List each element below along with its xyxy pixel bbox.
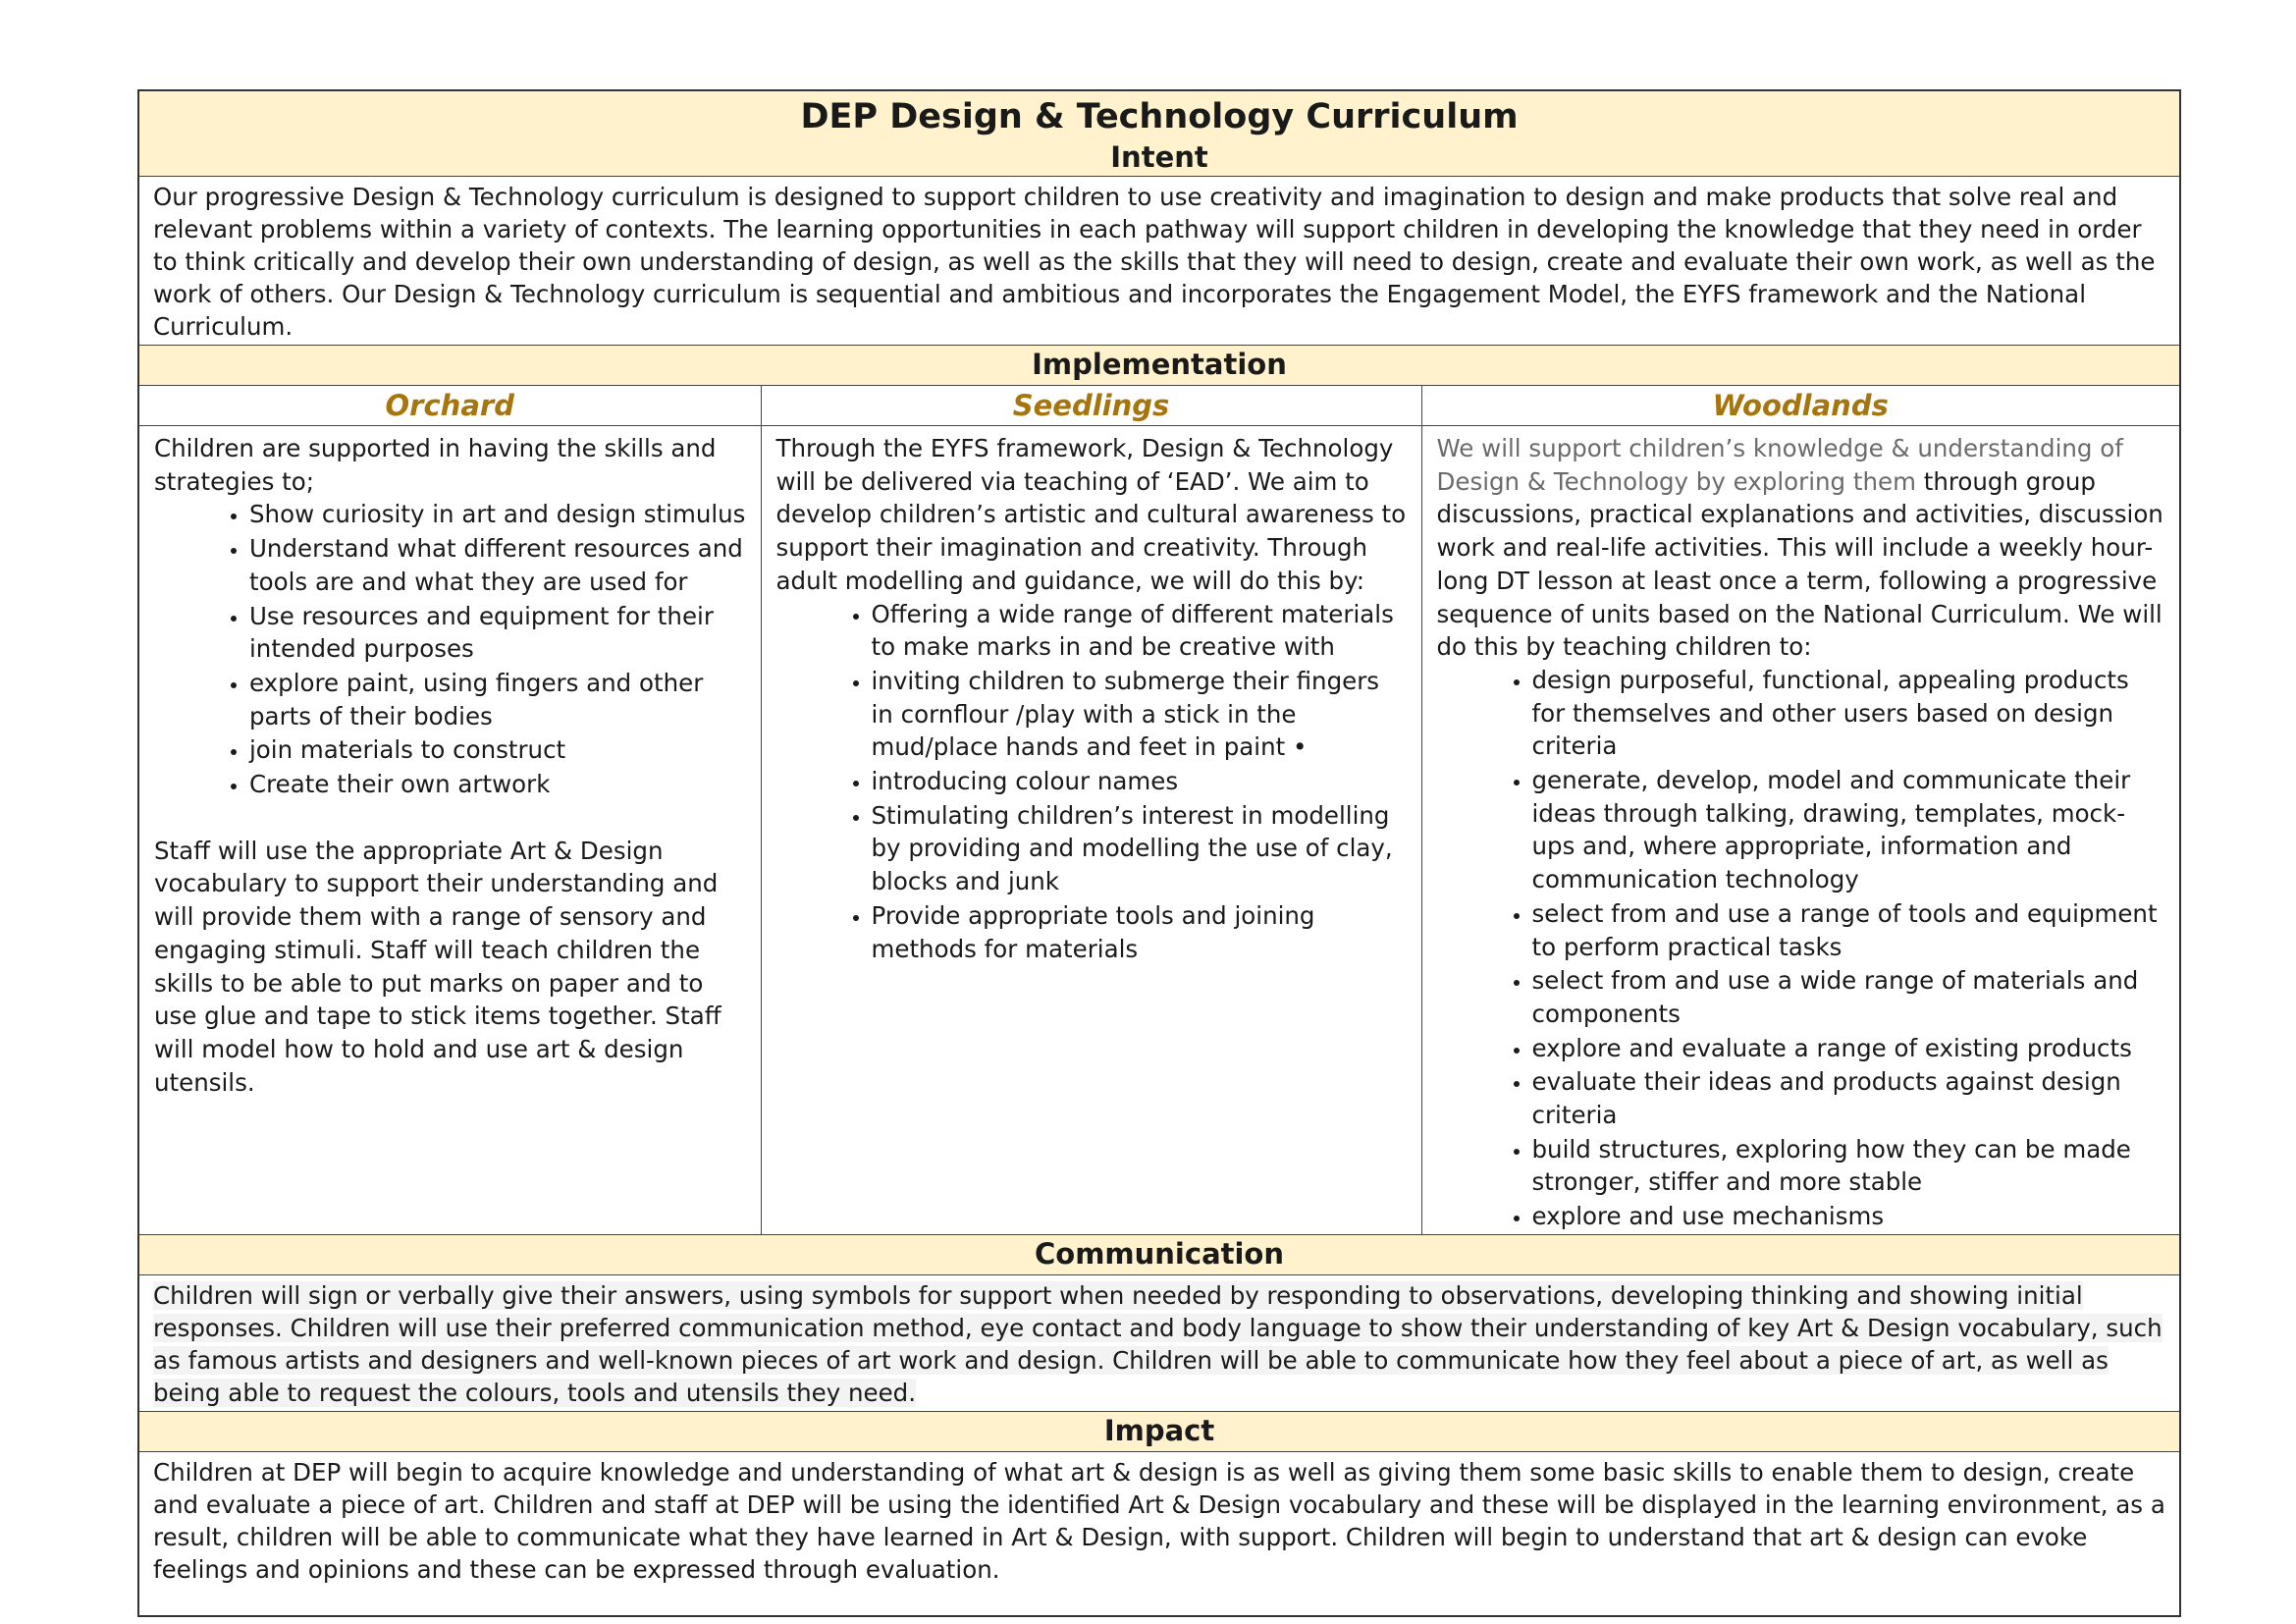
orchard-cell (138, 426, 761, 1235)
list-item: • Use resources and equipment for their intended purposes (249, 600, 747, 666)
communication-cell (138, 1274, 2180, 1411)
title-cell (138, 90, 2180, 177)
woodlands-heading: Woodlands (1421, 386, 2180, 426)
woodlands-cell (1421, 426, 2180, 1235)
list-item: • generate, develop, model and communicate their ideas through talking, drawing, templates, mock-ups and, where appropriate, information and communication technology (1532, 764, 2166, 896)
list-item: • inviting children to submerge their fingers in cornflour /play with a stick in the mud/place hands and feet in paint • (872, 665, 1408, 764)
curriculum-document (137, 89, 2179, 1584)
list-item: • build structures, exploring how they can be made stronger, stiffer and more stable (1532, 1133, 2166, 1199)
seedlings-intro: Through the EYFS framework, Design & Technology will be delivered via teaching of ‘EAD’. We aim to develop children’s artistic and cultural awareness to support their imagination and creativity. Through adult modelling and guidance, we will do this by: (775, 434, 1407, 595)
list-item: • Create their own artwork (249, 768, 747, 801)
communication-text: Children will sign or verbally give their answers, using symbols for support when needed by responding to observations, developing thinking and showing initial responses. Children will use their preferred communication method, eye contact and body language to show their understanding of key Art & Design vocabulary, such as famous artists and designers and well-known pieces of art work and design. Children will be able to communicate how they feel about a piece of art, as well as being able to request the colours, tools and utensils they need. (153, 1280, 2163, 1407)
intent-row (138, 177, 2180, 346)
list-item: • Show curiosity in art and design stimulus (249, 498, 747, 531)
orchard-heading: Orchard (138, 386, 761, 426)
orchard-outro: Staff will use the appropriate Art & Design vocabulary to support their understanding and will provide them with a range of sensory and engaging stimuli. Staff will teach children the skills to be able to put marks on paper and to use glue and tape to stick items together. Staff will model how to hold and use art & design utensils. (154, 836, 721, 1097)
impact-heading: Impact (138, 1411, 2180, 1451)
orchard-list (154, 498, 747, 800)
curriculum-table (137, 89, 2181, 1617)
implementation-heading-row (138, 346, 2180, 386)
page-title: DEP Design & Technology Curriculum (800, 97, 1519, 136)
communication-row (138, 1274, 2180, 1411)
list-item: • Offering a wide range of different materials to make marks in and be creative with (872, 598, 1408, 664)
woodlands-intro (1437, 432, 2166, 664)
list-item: • explore and use mechanisms (1532, 1200, 2166, 1233)
communication-heading: Communication (138, 1234, 2180, 1274)
impact-heading-row (138, 1411, 2180, 1451)
list-item: • Provide appropriate tools and joining methods for materials (872, 899, 1408, 965)
woodlands-intro-rest: through group discussions, practical explanations and activities, discussion work and real-life activities. This will include a weekly hour-long DT lesson at least once a term, following a progressive sequence of units based on the National Curriculum. We will do this by teaching children to: (1436, 466, 2163, 662)
seedlings-cell (761, 426, 1421, 1235)
list-item: • evaluate their ideas and products against design criteria (1532, 1065, 2166, 1131)
woodlands-list (1437, 664, 2166, 1233)
implementation-heading: Implementation (138, 346, 2180, 386)
title-row (138, 90, 2180, 177)
spacer (154, 802, 747, 835)
list-item: • explore paint, using fingers and other parts of their bodies (249, 667, 747, 732)
pathway-content-row (138, 426, 2180, 1235)
list-item: • join materials to construct (249, 733, 747, 767)
woodlands-intro-grey: We will support children’s knowledge & understanding of Design & Technology by exploring them (1436, 434, 2123, 496)
list-item: • Understand what different resources and tools are and what they are used for (249, 532, 747, 598)
impact-row (138, 1451, 2180, 1616)
pathway-heading-row (138, 386, 2180, 426)
impact-text: Children at DEP will begin to acquire knowledge and understanding of what art & design is as well as giving them some basic skills to enable them to design, create and evaluate a piece of art. Children and staff at DEP will be using the identified Art & Design vocabulary and these will be displayed in the learning environment, as a result, children will be able to communicate what they have learned in Art & Design, with support. Children will begin to understand that art & design can evoke feelings and opinions and these can be expressed through evaluation. (138, 1451, 2180, 1616)
list-item: • select from and use a wide range of materials and components (1532, 964, 2166, 1030)
seedlings-list (776, 598, 1408, 966)
seedlings-heading: Seedlings (761, 386, 1421, 426)
intent-heading: Intent (1110, 140, 1208, 174)
communication-heading-row (138, 1234, 2180, 1274)
list-item: • explore and evaluate a range of existing products (1532, 1032, 2166, 1065)
list-item: • Stimulating children’s interest in modelling by providing and modelling the use of clay, blocks and junk (872, 799, 1408, 898)
list-item: • select from and use a range of tools and equipment to perform practical tasks (1532, 897, 2166, 963)
list-item: • introducing colour names (872, 765, 1408, 798)
orchard-intro: Children are supported in having the skills and strategies to; (154, 434, 717, 496)
intent-text: Our progressive Design & Technology curriculum is designed to support children to use creativity and imagination to design and make products that solve real and relevant problems within a variety of contexts. The learning opportunities in each pathway will support children in developing the knowledge that they need in order to think critically and develop their own understanding of design, as well as the skills that they will need to design, create and evaluate their own work, as well as the work of others. Our Design & Technology curriculum is sequential and ambitious and incorporates the Engagement Model, the EYFS framework and the National Curriculum. (138, 177, 2180, 346)
list-item: • design purposeful, functional, appealing products for themselves and other users based on design criteria (1532, 664, 2166, 763)
